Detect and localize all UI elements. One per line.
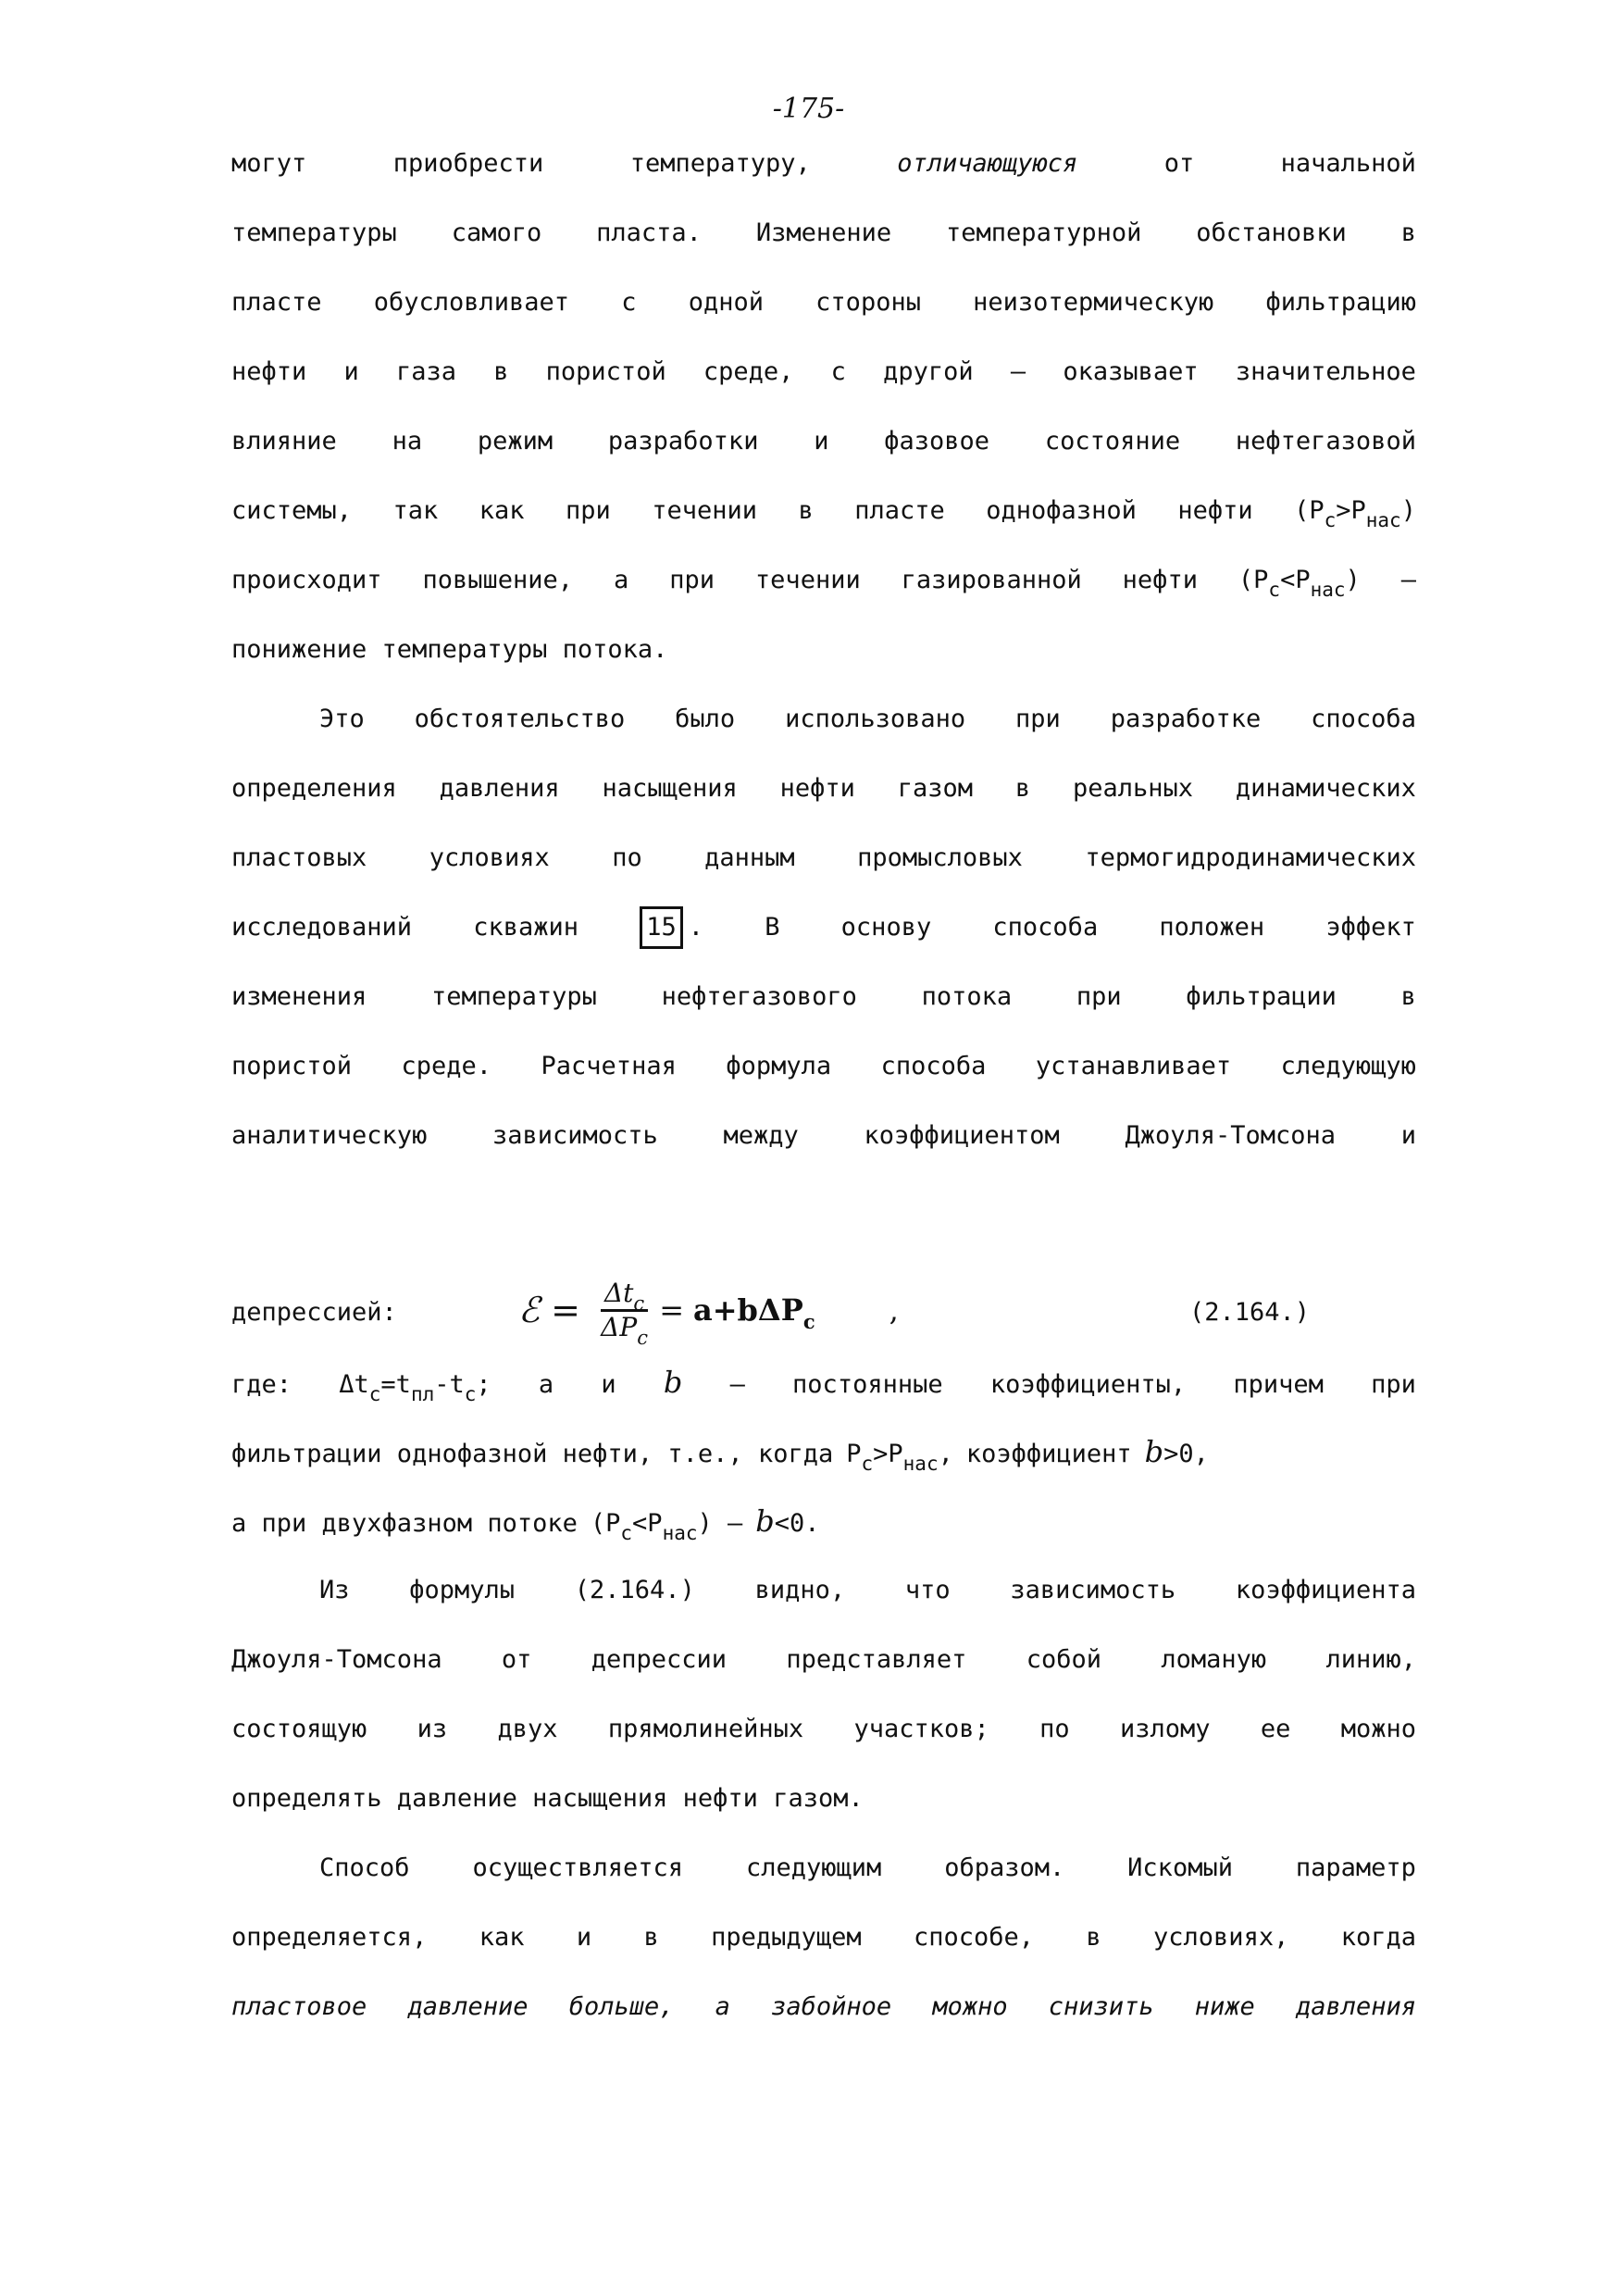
word: что — [904, 1576, 951, 1604]
word: использовано — [785, 705, 966, 733]
word: и — [601, 1370, 616, 1399]
word: начальной — [1280, 149, 1416, 178]
word: потока — [921, 982, 1013, 1011]
text-line-20 — [319, 1569, 1416, 1612]
word: обстановки — [1196, 218, 1347, 247]
word: изменения — [231, 982, 367, 1011]
word: отличающуюся — [897, 149, 1078, 178]
word: и — [576, 1923, 592, 1952]
word: устанавливает — [1035, 1052, 1232, 1080]
word: фазовое — [884, 427, 990, 455]
word: повышение, — [422, 566, 574, 594]
word: двух — [497, 1715, 558, 1743]
line-text: определять давление насыщения нефти газом. — [231, 1784, 864, 1813]
word: а — [715, 1992, 730, 2021]
word: при — [1371, 1370, 1416, 1399]
word: ниже — [1194, 1992, 1255, 2021]
text-line-12 — [231, 906, 1416, 949]
word: – — [1010, 357, 1026, 386]
word: нефтегазового — [661, 982, 857, 1011]
word: следующую — [1280, 1052, 1416, 1080]
text-line-14 — [231, 1045, 1416, 1088]
word: линию, — [1325, 1645, 1416, 1674]
text-line-9 — [319, 698, 1416, 741]
formula-fraction: $\frac{\Delta t_c}{\Delta P_c}$ — [601, 1277, 648, 1349]
word: основу — [840, 913, 932, 942]
text-line-7 — [231, 559, 1416, 602]
condition-two-phase: $(P_c<P_{нас})$ — [1238, 566, 1361, 601]
word: нефти — [779, 774, 855, 803]
word: было — [675, 705, 736, 733]
word: причем — [1233, 1370, 1324, 1399]
word: способа — [992, 913, 1099, 942]
word: Из — [319, 1576, 350, 1604]
word: Расчетная — [541, 1052, 677, 1080]
word: коэффициента — [1235, 1576, 1416, 1604]
word: предыдущем — [711, 1923, 862, 1952]
word: излому — [1119, 1715, 1211, 1743]
word: разработке — [1110, 705, 1262, 733]
b-negative: b<0. — [755, 1504, 820, 1539]
text-line-22 — [231, 1708, 1416, 1751]
word: нефти — [1122, 566, 1198, 594]
word: и — [1400, 1121, 1416, 1150]
word: как — [479, 1923, 525, 1952]
b-positive: b>0, — [1144, 1434, 1209, 1469]
text-line-24 — [319, 1847, 1416, 1890]
word: определения — [231, 774, 397, 803]
word: депрессии — [591, 1645, 728, 1674]
word: режим — [477, 427, 554, 455]
word: прямолинейных — [607, 1715, 804, 1743]
word: при — [669, 566, 715, 594]
word: когда — [1340, 1923, 1416, 1952]
word: так — [392, 496, 439, 525]
word: значительное — [1235, 357, 1416, 386]
word: забойное — [771, 1992, 892, 2021]
formula-comma: , — [889, 1292, 899, 1328]
word: как — [479, 496, 525, 525]
word: по — [612, 843, 642, 872]
text-line-23 — [231, 1778, 1416, 1820]
formula-rhs: a+bΔP$_c$ — [693, 1292, 815, 1333]
word: можно — [932, 1992, 1008, 2021]
text-line-1 — [231, 143, 1416, 185]
text-line-3 — [231, 281, 1416, 324]
citation: 15 . — [640, 906, 703, 949]
word: скважин — [473, 913, 579, 942]
word: при — [566, 496, 611, 525]
word: В — [765, 913, 780, 942]
word: представляет — [786, 1645, 967, 1674]
word: приобрести — [392, 149, 544, 178]
word: положен — [1159, 913, 1265, 942]
word: определяется, — [231, 1923, 428, 1952]
word: обстоятельство — [414, 705, 626, 733]
text-line-4 — [231, 351, 1416, 393]
word: от — [501, 1645, 532, 1674]
two-phase-condition: $(P_c<P_{нас})$ – — [590, 1509, 743, 1544]
word: данным — [704, 843, 795, 872]
word: в — [1086, 1923, 1101, 1952]
word: пластовое — [231, 1992, 367, 2021]
word: происходит — [231, 566, 382, 594]
word: способа — [880, 1052, 987, 1080]
word: коэффициенты, — [989, 1370, 1187, 1399]
word: нефти — [1177, 496, 1253, 525]
word: зависимость — [492, 1121, 658, 1150]
word: температуру, — [629, 149, 811, 178]
word: – — [729, 1370, 745, 1399]
text-line-26 — [231, 1986, 1416, 2028]
word: самого — [451, 218, 542, 247]
word: течении — [754, 566, 861, 594]
word: а — [538, 1370, 554, 1399]
word: состоящую — [231, 1715, 367, 1743]
text-line-18 — [231, 1430, 1416, 1473]
word: при — [1015, 705, 1061, 733]
word: больше, — [568, 1992, 675, 2021]
word: коэффициент — [965, 1440, 1132, 1468]
word: с — [830, 357, 846, 386]
dash: – — [1400, 566, 1416, 594]
word: условиях — [429, 843, 550, 872]
word: (2.164.) — [574, 1576, 695, 1604]
word: неизотермическую — [973, 288, 1214, 317]
word: способа — [1311, 705, 1416, 733]
formula-lhs: ℰ = — [518, 1290, 580, 1330]
word: состояние — [1044, 427, 1181, 455]
word: пористой — [545, 357, 666, 386]
text-line-19 — [231, 1500, 1416, 1542]
word: эффект — [1325, 913, 1416, 942]
pressure-condition: $P_c>P_{нас}$, — [846, 1440, 953, 1475]
word: реальных — [1072, 774, 1194, 803]
word: пористой — [231, 1052, 353, 1080]
word: в — [643, 1923, 659, 1952]
line-text: фильтрации однофазной нефти, т.е., когда — [231, 1440, 834, 1468]
word: видно, — [754, 1576, 846, 1604]
word: другой — [883, 357, 974, 386]
word: оказывает — [1063, 357, 1199, 386]
word: могут — [231, 149, 307, 178]
text-line-2 — [231, 212, 1416, 255]
word: в — [1014, 774, 1031, 803]
word: одной — [688, 288, 764, 317]
word: давления — [1295, 1992, 1416, 2021]
word: участков; — [853, 1715, 989, 1743]
word: пласта. — [596, 218, 702, 247]
word: коэффициентом — [864, 1121, 1060, 1150]
word: термогидродинамических — [1085, 843, 1416, 872]
word: в — [1400, 218, 1416, 247]
text-line-6 — [231, 490, 1416, 532]
word: способе, — [914, 1923, 1035, 1952]
text-line-8 — [231, 629, 1416, 671]
equation-number: (2.164.) — [1189, 1298, 1311, 1327]
word: в — [1400, 982, 1416, 1011]
line-text: а при двухфазном потоке — [231, 1509, 578, 1538]
text-line-10 — [231, 767, 1416, 810]
word: пласте — [854, 496, 945, 525]
word: разработки — [607, 427, 759, 455]
word: среде. — [401, 1052, 492, 1080]
word: Джоуля-Томсона — [231, 1645, 442, 1674]
word: в — [493, 357, 509, 386]
word: можно — [1340, 1715, 1416, 1743]
word: обусловливает — [373, 288, 570, 317]
word: снизить — [1048, 1992, 1154, 2021]
word: параметр — [1295, 1853, 1416, 1882]
text-line-17 — [231, 1361, 1416, 1404]
word: пласте — [231, 288, 322, 317]
word: температурной — [946, 218, 1142, 247]
word: системы, — [231, 496, 353, 525]
word: ломаную — [1161, 1645, 1267, 1674]
word: динамических — [1235, 774, 1416, 803]
b-symbol: b — [663, 1365, 683, 1400]
word: давление — [407, 1992, 529, 2021]
word: течении — [652, 496, 758, 525]
formula-equals: = — [659, 1292, 684, 1328]
word: и — [814, 427, 829, 455]
page-number: -175- — [772, 93, 845, 125]
word: образом. — [944, 1853, 1065, 1882]
word: зависимость — [1010, 1576, 1176, 1604]
word: с — [621, 288, 637, 317]
word: следующим — [745, 1853, 882, 1882]
word: газированной — [901, 566, 1082, 594]
word: нефти — [231, 357, 307, 386]
text-line-13 — [231, 976, 1416, 1018]
word: насыщения — [602, 774, 738, 803]
word: в — [798, 496, 814, 525]
word: фильтрацию — [1265, 288, 1416, 317]
word: стороны — [815, 288, 921, 317]
word: на — [392, 427, 423, 455]
word: собой — [1026, 1645, 1102, 1674]
text-line-21 — [231, 1639, 1416, 1681]
word: осуществляется — [472, 1853, 684, 1882]
word: среде, — [703, 357, 794, 386]
word: ее — [1260, 1715, 1291, 1743]
word: а — [614, 566, 629, 594]
word: Изменение — [755, 218, 892, 247]
word: газа — [395, 357, 456, 386]
word: температуры — [431, 982, 597, 1011]
delta-definition: $\Delta t_c=t_{пл}-t_c$; — [339, 1370, 491, 1405]
word: при — [1076, 982, 1122, 1011]
joule-thomson-formula — [518, 1273, 981, 1347]
line-text: понижение температуры потока. — [231, 635, 668, 664]
word: промысловых — [857, 843, 1023, 872]
word: между — [723, 1121, 799, 1150]
word: однофазной — [986, 496, 1137, 525]
word: аналитическую — [231, 1121, 428, 1150]
word: от — [1163, 149, 1195, 178]
condition-single-phase: $(P_c>P_{нас})$ — [1294, 496, 1416, 531]
word: температуры — [231, 218, 397, 247]
word: давления — [439, 774, 560, 803]
word: Искомый — [1127, 1853, 1233, 1882]
word: газом — [897, 774, 974, 803]
word: по — [1039, 1715, 1070, 1743]
word: Это — [319, 705, 365, 733]
line-text: депрессией: — [231, 1298, 397, 1327]
word: фильтрации — [1186, 982, 1337, 1011]
word: и — [343, 357, 359, 386]
text-line-11 — [231, 837, 1416, 880]
word: исследований — [231, 913, 413, 942]
word: постоянные — [792, 1370, 943, 1399]
text-line-25 — [231, 1916, 1416, 1959]
word: условиях, — [1153, 1923, 1289, 1952]
text-line-15 — [231, 1115, 1416, 1157]
word: влияние — [231, 427, 337, 455]
word: из — [417, 1715, 448, 1743]
word: формула — [726, 1052, 832, 1080]
reference-15: 15 — [640, 906, 683, 949]
word: нефтегазовой — [1235, 427, 1416, 455]
text-line-5 — [231, 420, 1416, 463]
word: Джоуля-Томсона — [1125, 1121, 1337, 1150]
word: формулы — [409, 1576, 516, 1604]
word: где: — [231, 1370, 292, 1399]
word: Способ — [319, 1853, 410, 1882]
word: пластовых — [231, 843, 367, 872]
